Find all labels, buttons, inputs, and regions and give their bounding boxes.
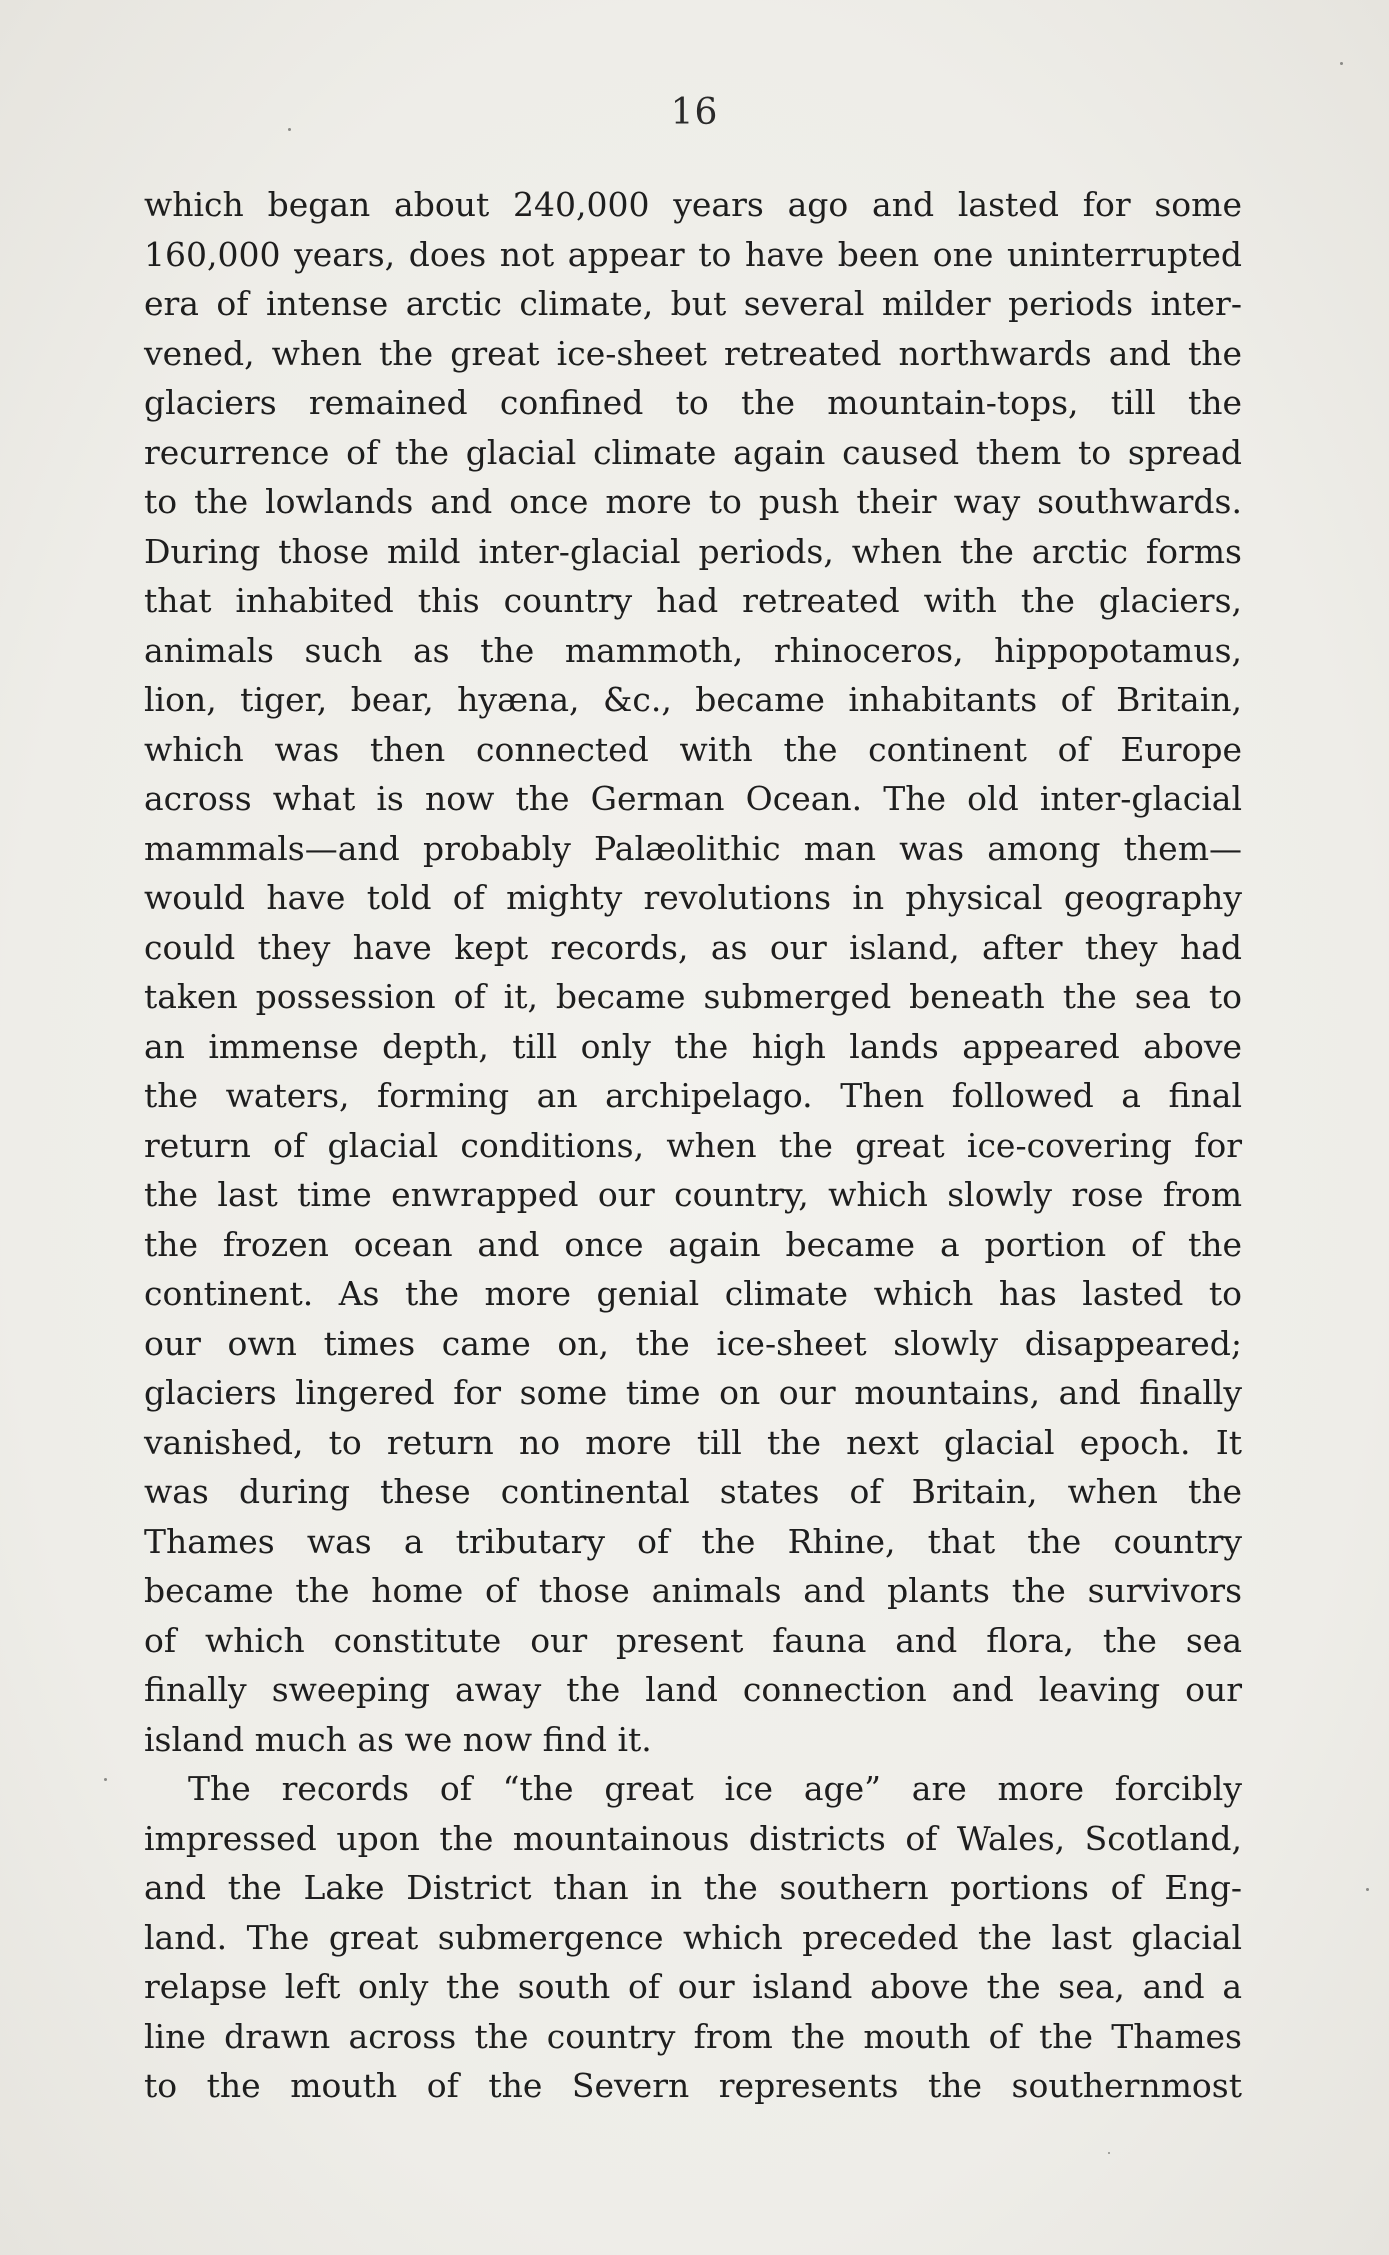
- body-text: [144, 180, 1242, 2111]
- text-line: animals such as the mammoth, rhinoceros, hippopotamus,: [144, 630, 1242, 670]
- text-line: would have told of mighty revolutions in physical geography: [144, 878, 1242, 917]
- paper-speck: [1366, 1888, 1369, 1891]
- text-line: recurrence of the glacial climate again caused them to spread: [144, 432, 1242, 472]
- text-line: glaciers remained confined to the mountain-tops, till the: [144, 383, 1242, 422]
- text-line: to the mouth of the Severn represents the southernmost: [144, 2066, 1242, 2105]
- text-line: mammals—and probably Palæolithic man was among them—: [144, 828, 1242, 868]
- text-line: vanished, to return no more till the next glacial epoch. It: [144, 1422, 1242, 1462]
- paper-speck: [104, 1778, 107, 1781]
- text-line: across what is now the German Ocean. The old inter-glacial: [144, 779, 1242, 818]
- text-line: the frozen ocean and once again became a portion of the: [144, 1224, 1242, 1264]
- text-line: Thames was a tributary of the Rhine, that the country: [144, 1521, 1242, 1561]
- text-line: which was then connected with the continent of Europe: [144, 729, 1242, 769]
- paper-speck: [288, 128, 291, 131]
- text-line: our own times came on, the ice-sheet slowly disappeared;: [144, 1323, 1242, 1363]
- text-line: era of intense arctic climate, but several milder periods inter-: [144, 284, 1242, 323]
- text-line: island much as we now find it.: [144, 1719, 652, 1759]
- text-line: to the lowlands and once more to push their way southwards.: [144, 482, 1242, 521]
- text-line: relapse left only the south of our island above the sea, and a: [144, 1967, 1242, 2006]
- text-line: and the Lake District than in the southern portions of Eng-: [144, 1868, 1242, 1907]
- text-line: The records of “the great ice age” are more forcibly: [188, 1769, 1242, 1808]
- text-line: line drawn across the country from the mouth of the Thames: [144, 2016, 1242, 2056]
- text-line: could they have kept records, as our island, after they had: [144, 927, 1242, 967]
- text-line: became the home of those animals and plants the survivors: [144, 1571, 1242, 1610]
- text-line: the last time enwrapped our country, which slowly rose from: [144, 1175, 1242, 1214]
- text-line: lion, tiger, bear, hyæna, &c., became inhabitants of Britain,: [144, 680, 1242, 719]
- page-number: 16: [670, 92, 719, 133]
- text-line: glaciers lingered for some time on our mountains, and finally: [144, 1373, 1242, 1412]
- text-line: return of glacial conditions, when the great ice-covering for: [144, 1125, 1242, 1165]
- text-line: vened, when the great ice-sheet retreated northwards and the: [144, 333, 1242, 373]
- text-line: the waters, forming an archipelago. Then followed a final: [144, 1076, 1242, 1115]
- text-line: impressed upon the mountainous districts of Wales, Scotland,: [144, 1818, 1242, 1858]
- text-line: finally sweeping away the land connection and leaving our: [144, 1670, 1242, 1709]
- text-line: which began about 240,000 years ago and lasted for some: [144, 185, 1242, 224]
- text-line: of which constitute our present fauna and flora, the sea: [144, 1620, 1242, 1660]
- text-line: 160,000 years, does not appear to have been one uninterrupted: [144, 234, 1242, 274]
- text-line: land. The great submergence which preceded the last glacial: [144, 1917, 1242, 1957]
- text-line: continent. As the more genial climate which has lasted to: [144, 1274, 1242, 1313]
- text-line: that inhabited this country had retreated with the glaciers,: [144, 581, 1242, 620]
- text-line: an immense depth, till only the high lands appeared above: [144, 1026, 1242, 1066]
- paper-speck: [1108, 2152, 1110, 2154]
- text-line: During those mild inter-glacial periods, when the arctic forms: [144, 531, 1242, 571]
- text-line: was during these continental states of Britain, when the: [144, 1472, 1242, 1511]
- text-line: taken possession of it, became submerged beneath the sea to: [144, 977, 1242, 1016]
- paper-speck: [1340, 62, 1343, 65]
